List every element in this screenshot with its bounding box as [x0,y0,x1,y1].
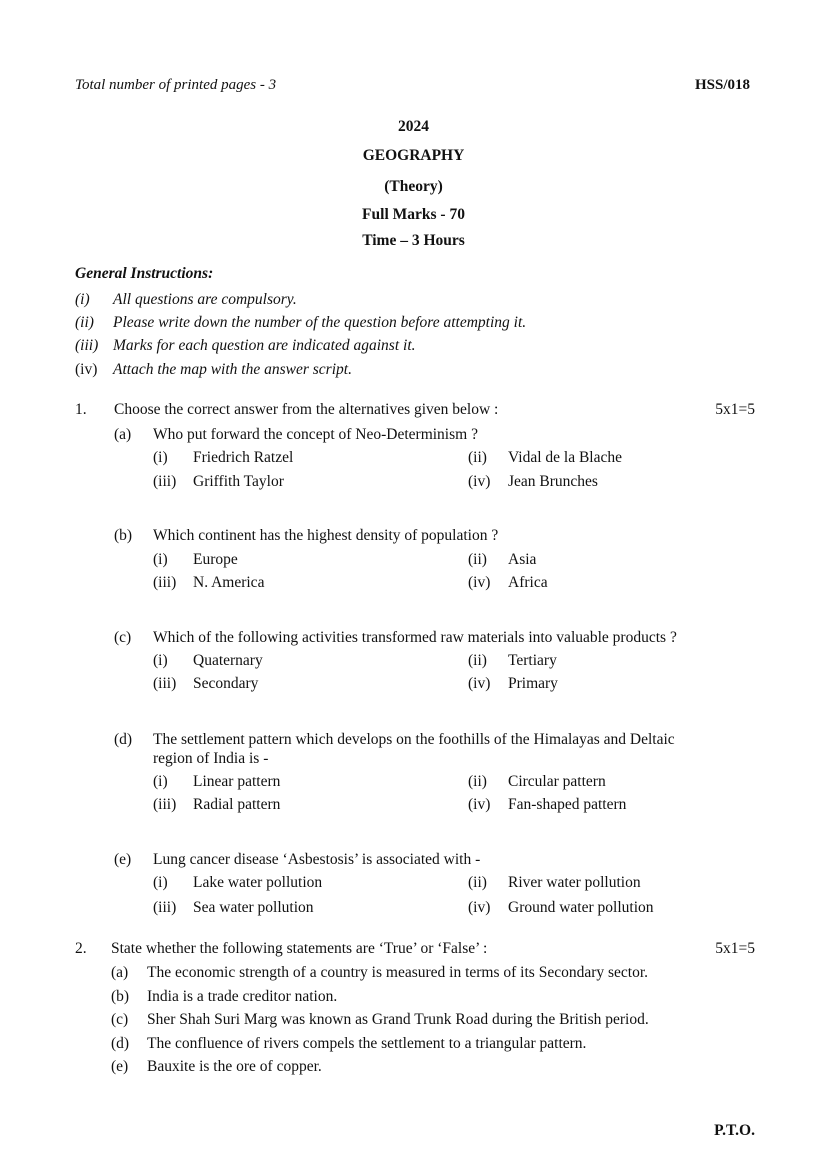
instruction-item [75,314,526,332]
option-label: (iv) [468,574,491,591]
instruction-text: Please write down the number of the question before attempting it. [113,314,527,331]
instruction-text: All questions are compulsory. [113,291,297,308]
instruction-number: (i) [75,291,90,308]
option-text: Tertiary [508,652,557,669]
instruction-item [75,337,416,355]
option-label: (iii) [153,796,177,813]
option-text: Linear pattern [193,773,281,790]
sub-question-label: (e) [114,851,132,868]
statement-text: Bauxite is the ore of copper. [147,1058,322,1075]
instruction-number: (ii) [75,314,94,331]
question-number: 2. [75,940,87,957]
statement-label: (e) [111,1058,129,1075]
printed-pages-note: Total number of printed pages - 3 [75,77,277,93]
statement-label: (a) [111,964,129,981]
question-number: 1. [75,401,87,418]
statement-text: The confluence of rivers compels the settlement to a triangular pattern. [147,1035,587,1052]
option-text: N. America [193,574,265,591]
instruction-text: Attach the map with the answer script. [113,361,352,378]
sub-question-label: (d) [114,731,133,748]
question-marks: 5x1=5 [715,940,755,957]
instruction-text: Marks for each question are indicated against it. [113,337,416,354]
instruction-item [75,291,297,309]
option-label: (i) [153,551,168,568]
full-marks: Full Marks - 70 [362,206,465,223]
option-label: (ii) [468,652,487,669]
option-text: Europe [193,551,238,568]
option-text: Ground water pollution [508,899,654,916]
sub-question-text: Which continent has the highest density of population ? [153,527,499,544]
paper-type: (Theory) [384,178,443,195]
option-text: Radial pattern [193,796,281,813]
instruction-number: (iii) [75,337,99,354]
please-turn-over: P.T.O. [714,1122,755,1139]
statement-text: The economic strength of a country is measured in terms of its Secondary sector. [147,964,649,981]
option-label: (iii) [153,473,177,490]
option-text: Circular pattern [508,773,606,790]
option-text: Fan-shaped pattern [508,796,627,813]
statement-text: Sher Shah Suri Marg was known as Grand Trunk Road during the British period. [147,1011,649,1028]
option-label: (iii) [153,675,177,692]
option-label: (iii) [153,899,177,916]
option-text: Asia [508,551,537,568]
instructions-heading: General Instructions: [75,265,214,282]
question-text: Choose the correct answer from the alternatives given below : [114,401,499,418]
sub-question-label: (c) [114,629,132,646]
option-text: River water pollution [508,874,641,891]
statement-label: (c) [111,1011,129,1028]
option-label: (iv) [468,796,491,813]
option-label: (i) [153,773,168,790]
option-text: Secondary [193,675,259,692]
sub-question-label: (a) [114,426,132,443]
sub-question-text: The settlement pattern which develops on the foothills of the Himalayas and Deltaic [153,731,675,748]
option-label: (iii) [153,574,177,591]
option-label: (ii) [468,773,487,790]
option-label: (i) [153,449,168,466]
sub-question-text: Which of the following activities transformed raw materials into valuable products ? [153,629,677,646]
option-text: Quaternary [193,652,263,669]
question-text: State whether the following statements are ‘True’ or ‘False’ : [111,940,488,957]
option-label: (iv) [468,899,491,916]
question-marks: 5x1=5 [715,401,755,418]
option-label: (i) [153,874,168,891]
option-text: Griffith Taylor [193,473,284,490]
sub-question-text: Who put forward the concept of Neo-Determinism ? [153,426,478,443]
option-label: (ii) [468,449,487,466]
option-text: Vidal de la Blache [508,449,622,466]
option-text: Jean Brunches [508,473,598,490]
option-text: Lake water pollution [193,874,323,891]
option-label: (iv) [468,675,491,692]
instruction-number: (iv) [75,361,98,378]
instruction-item [75,361,352,379]
option-text: Primary [508,675,558,692]
paper-code: HSS/018 [694,77,750,93]
option-label: (ii) [468,874,487,891]
exam-year: 2024 [398,118,429,135]
statement-label: (d) [111,1035,130,1052]
sub-question-text-continued: region of India is - [153,750,269,767]
option-text: Africa [508,574,548,591]
statement-text: India is a trade creditor nation. [147,988,338,1005]
sub-question-label: (b) [114,527,133,544]
option-text: Friedrich Ratzel [193,449,294,466]
option-label: (ii) [468,551,487,568]
time-allowed: Time – 3 Hours [362,232,465,249]
subject-title: GEOGRAPHY [362,147,465,164]
option-text: Sea water pollution [193,899,314,916]
option-label: (iv) [468,473,491,490]
option-label: (i) [153,652,168,669]
statement-label: (b) [111,988,130,1005]
sub-question-text: Lung cancer disease ‘Asbestosis’ is associated with - [153,851,481,868]
